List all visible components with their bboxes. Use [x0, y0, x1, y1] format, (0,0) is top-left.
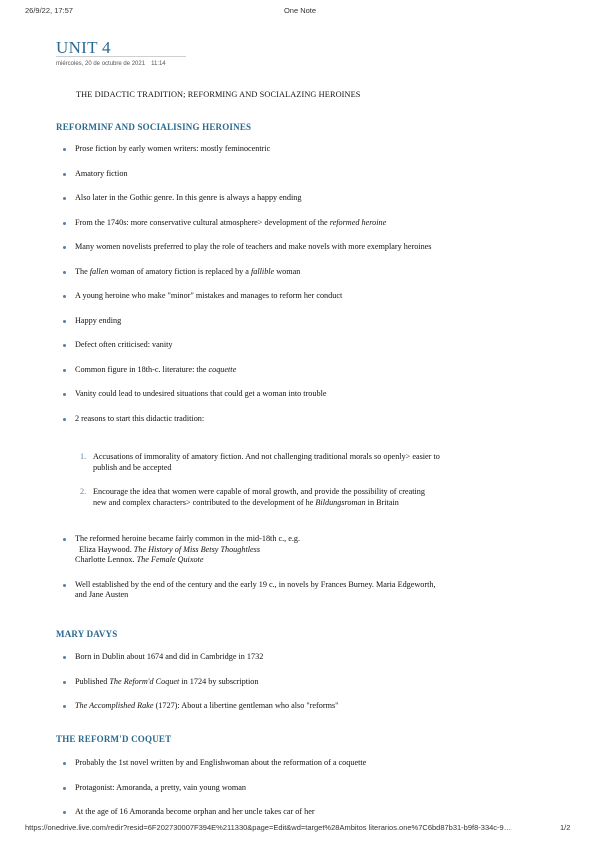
bullet-list-s3: [60, 758, 480, 818]
list-item: Also later in the Gothic genre. In this genre is always a happy ending: [60, 193, 440, 204]
bullet-list-s1-end: [60, 534, 440, 601]
list-item-emphasis: The Accomplished Rake: [75, 701, 154, 710]
example-author: Eliza Haywood.: [79, 544, 134, 554]
example-line: [75, 555, 440, 566]
example-work: The Female Quixote: [136, 555, 204, 564]
section-heading-reformd-coquet: THE REFORM'D COQUET: [56, 734, 172, 744]
page-date-text: miércoles, 20 de octubre de 2021: [56, 61, 146, 67]
list-item: Happy ending: [60, 316, 440, 327]
list-item: Defect often criticised: vanity: [60, 340, 440, 351]
numbered-list-s1: [80, 452, 440, 508]
list-item-text: (1727): About a libertine gentleman who also "reforms": [153, 701, 339, 710]
list-item-text: in 1724 by subscription: [179, 676, 259, 686]
list-item-emphasis: coquette: [208, 364, 237, 374]
list-item-text: The reformed heroine became fairly common in the mid-18th c., e.g.: [75, 534, 301, 543]
print-page-number: 1/2: [560, 823, 571, 832]
list-item-emphasis: fallible: [251, 266, 275, 276]
list-item-text: Published: [75, 676, 110, 686]
main-heading: THE DIDACTIC TRADITION; REFORMING AND SOCIALAZING HEROINES: [76, 90, 361, 99]
list-item: Probably the 1st novel written by and Englishwoman about the reformation of a coquette: [60, 758, 480, 769]
example-author: Charlotte Lennox.: [75, 555, 137, 564]
numbered-item-text: Accusations of immorality of amatory fiction. And not challenging traditional morals so openly> easier to publish and be accepted: [93, 452, 440, 472]
page-date: [56, 61, 172, 67]
list-item: At the age of 16 Amoranda become orphan and her uncle takes car of her: [60, 807, 480, 818]
list-item-text: The: [75, 266, 90, 276]
page-time-text: 11:14: [151, 61, 166, 67]
list-item: Well established by the end of the century and the early 19 c., in novels by Frances Burney. Maria Edgeworth, and Jane Austen: [60, 580, 440, 601]
list-item: [60, 677, 480, 688]
list-item-text: woman of amatory fiction is replaced by a: [108, 266, 251, 276]
print-app-name: One Note: [283, 6, 317, 15]
numbered-item: [80, 487, 440, 508]
example-work: The History of Miss Betsy Thoughtless: [133, 544, 261, 554]
list-item: Protagonist: Amoranda, a pretty, vain young woman: [60, 783, 480, 794]
item-number: 2.: [80, 487, 87, 496]
list-item: A young heroine who make "minor" mistakes and manages to reform her conduct: [60, 291, 440, 302]
list-item: 2 reasons to start this didactic tradition:: [60, 414, 440, 425]
list-item-text: woman: [274, 266, 301, 276]
title-divider: [56, 56, 186, 57]
list-item-emphasis: fallen: [89, 266, 109, 276]
section-heading-mary-davys: MARY DAVYS: [56, 629, 118, 639]
example-line: [75, 545, 440, 556]
list-item: Born in Dublin about 1674 and did in Cambridge in 1732: [60, 652, 480, 663]
list-item: [60, 534, 440, 566]
page-title: UNIT 4: [56, 38, 111, 57]
list-item: [60, 218, 440, 229]
numbered-item-text: Encourage the idea that women were capable of moral growth, and provide the possibility of creating new and complex characters> contributed to the development of he: [93, 487, 425, 507]
list-item-text: From the 1740s: more conservative cultural atmosphere> development of the: [75, 217, 330, 227]
list-item: [60, 701, 480, 712]
print-datetime: 26/9/22, 17:57: [25, 6, 73, 15]
list-item: Amatory fiction: [60, 169, 440, 180]
list-item: Prose fiction by early women writers: mostly feminocentric: [60, 144, 440, 155]
item-number: 1.: [80, 452, 87, 461]
list-item: Many women novelists preferred to play the role of teachers and make novels with more exemplary heroines: [60, 242, 440, 253]
list-item: [60, 365, 440, 376]
list-item: Vanity could lead to undesired situations that could get a woman into trouble: [60, 389, 440, 400]
list-item-emphasis: The Reform'd Coquet: [109, 676, 180, 686]
bullet-list-s2: [60, 652, 480, 712]
list-item-text: Common figure in 18th-c. literature: the: [75, 364, 209, 374]
section-heading-reforming: REFORMINF AND SOCIALISING HEROINES: [56, 122, 252, 132]
numbered-item-emphasis: Bildungsroman: [315, 497, 366, 507]
numbered-item-text: in Britain: [365, 497, 399, 507]
list-item: [60, 267, 440, 278]
list-item-emphasis: reformed heroine: [329, 217, 387, 227]
bullet-list-s1: [60, 144, 440, 424]
numbered-item: [80, 452, 440, 473]
print-url: https://onedrive.live.com/redir?resid=6F202730007F394E%211330&page=Edit&wd=target%28Ambitos literarios.one%7C6bd87b31-b9f8-334c-9…: [25, 823, 512, 832]
